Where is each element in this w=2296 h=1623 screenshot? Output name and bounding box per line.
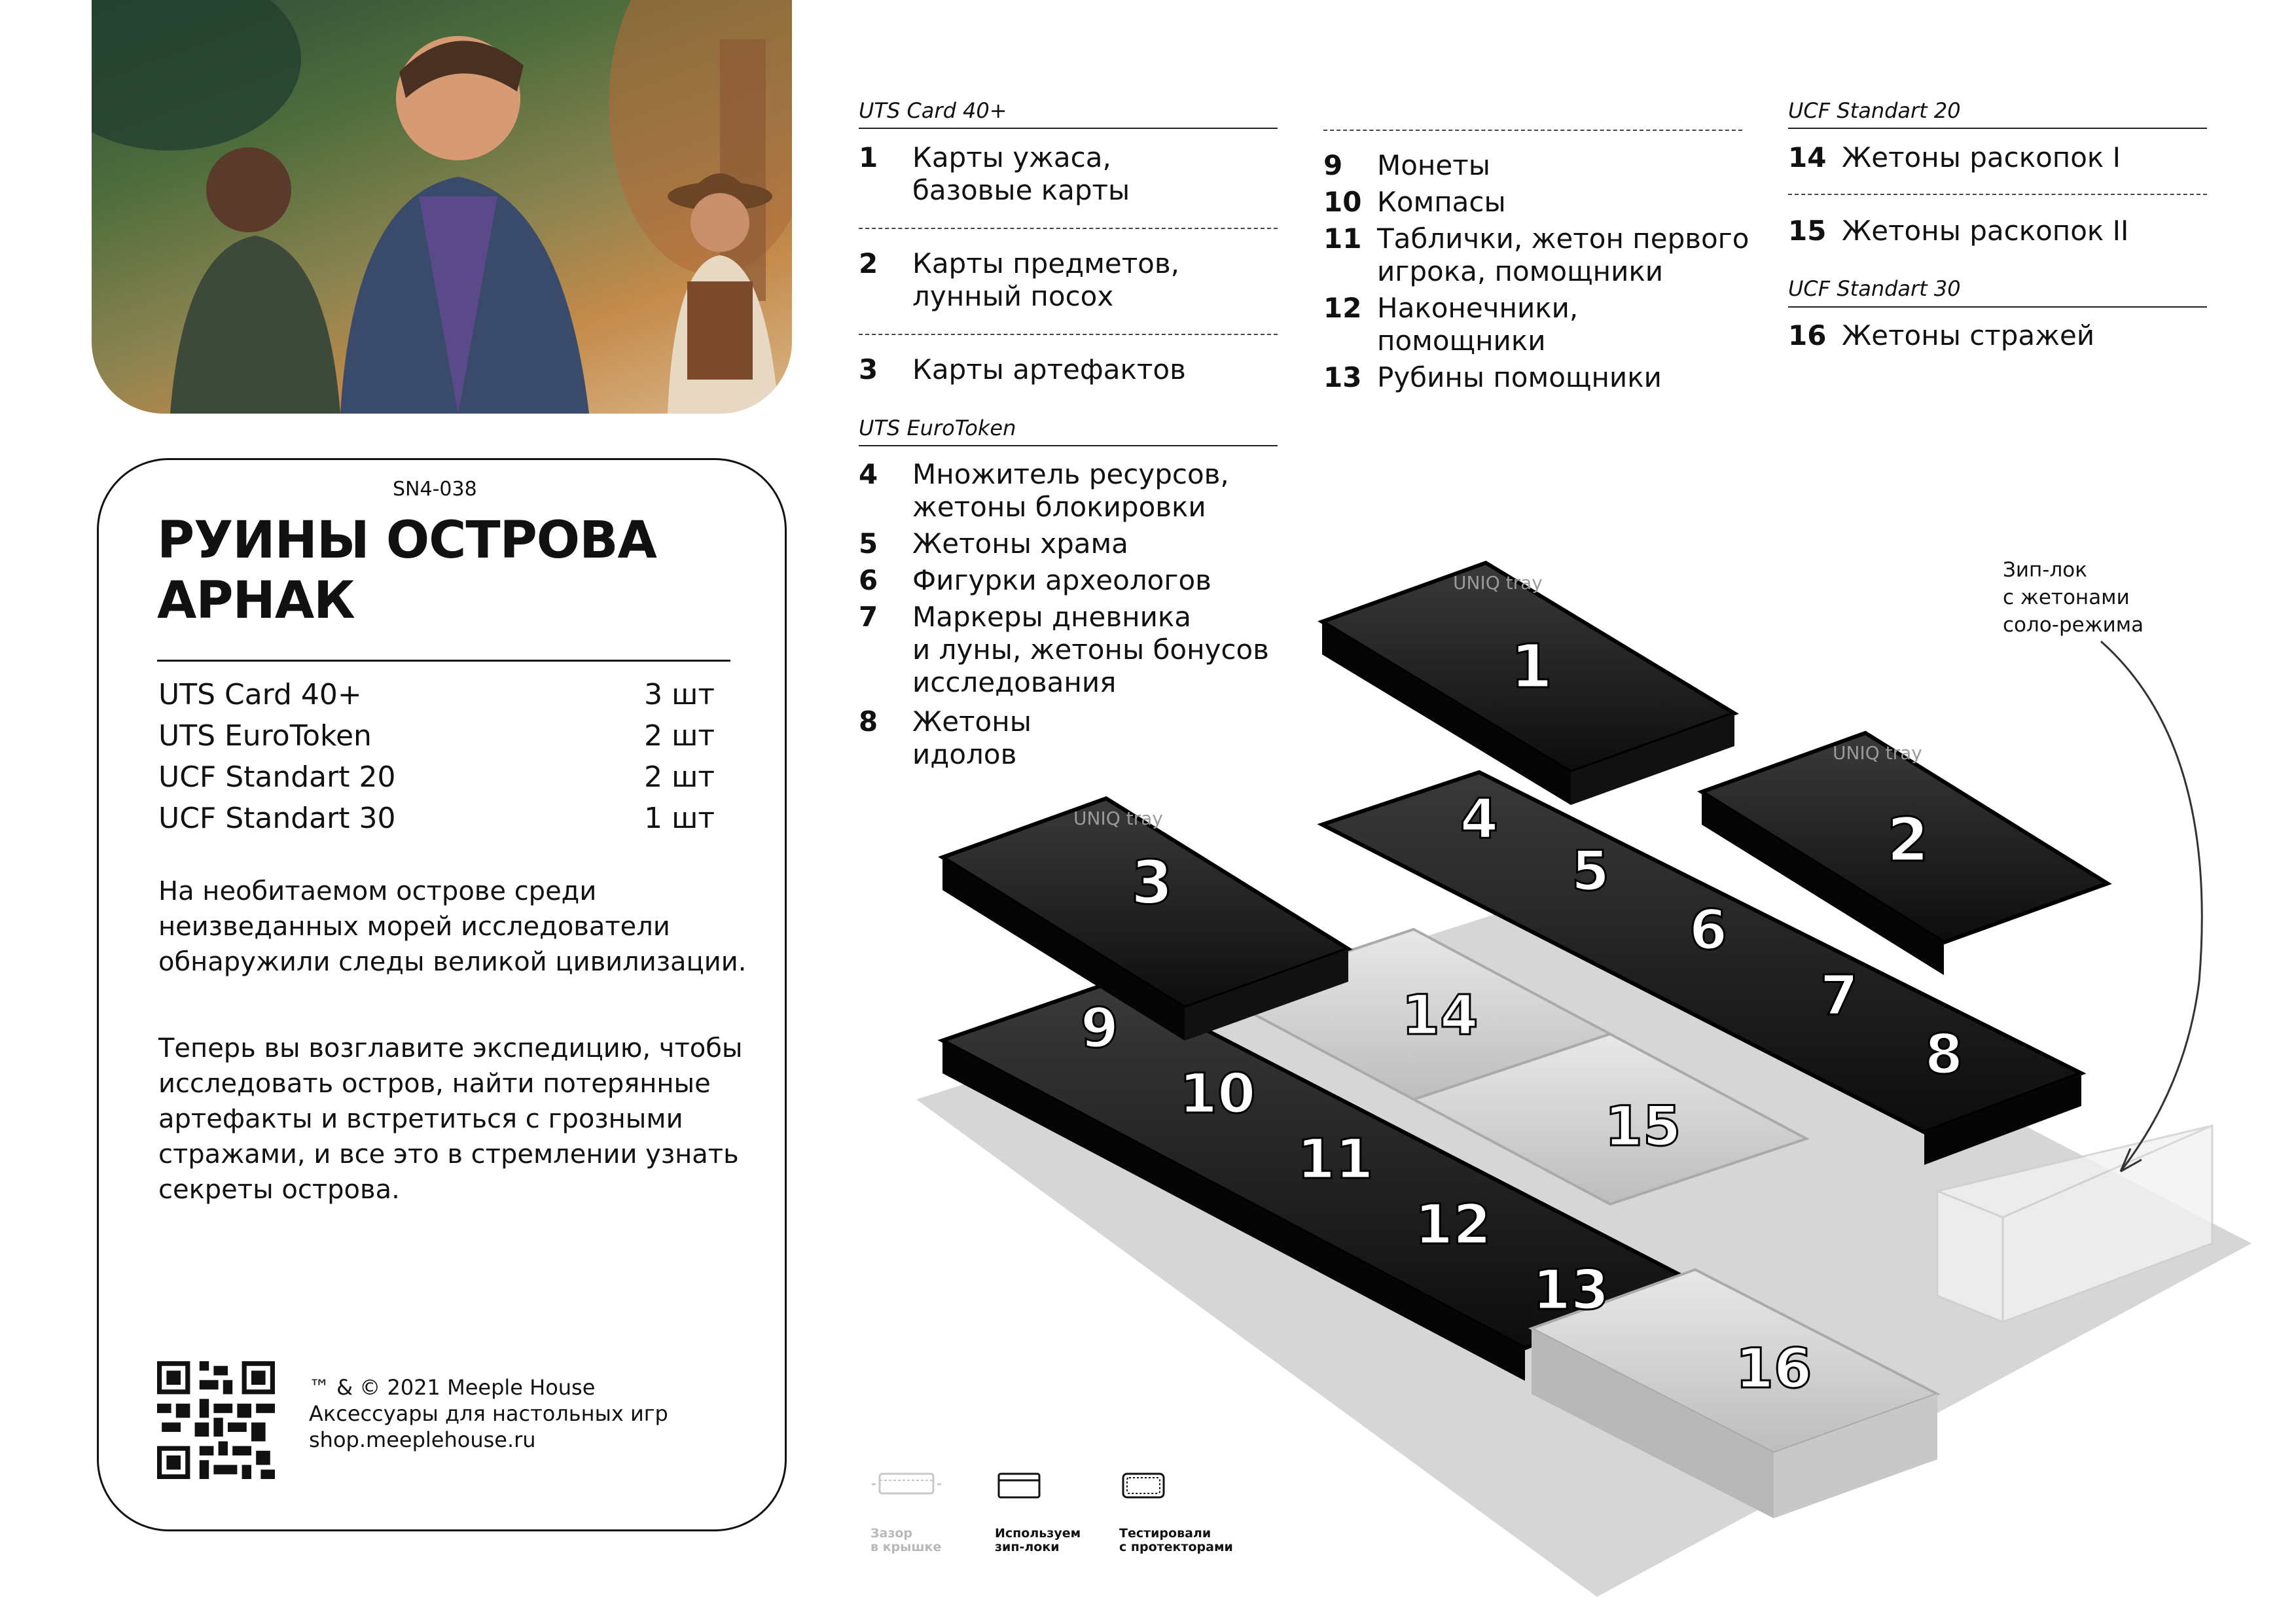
list-item-12 — [1323, 292, 1578, 357]
tray-number-8: 8 — [1924, 1022, 1964, 1086]
section-label-uts-eurotoken: UTS EuroToken — [859, 416, 1016, 440]
contents-name: UCF Standart 20 — [158, 760, 396, 794]
section-label-ucf30: UCF Standart 30 — [1788, 276, 1961, 301]
tray-number-14: 14 — [1401, 983, 1479, 1047]
contents-name: UTS EuroToken — [158, 719, 372, 753]
section-rule — [859, 445, 1278, 446]
list-item-15 — [1788, 215, 2128, 247]
item-number: 8 — [859, 705, 878, 738]
tray-number-5: 5 — [1571, 839, 1610, 903]
product-title: РУИНЫ ОСТРОВА АРНАК — [157, 511, 656, 630]
cover-artwork — [92, 0, 792, 414]
contents-row — [158, 798, 715, 839]
contents-qty: 2 шт — [644, 719, 715, 753]
item-label: Множитель ресурсов, жетоны блокировки — [912, 458, 1229, 523]
item-number: 13 — [1323, 361, 1362, 393]
list-item-13 — [1323, 361, 1662, 394]
legend-label: Зазор в крышке — [870, 1526, 942, 1554]
qr-code-icon[interactable] — [157, 1361, 275, 1479]
item-number: 10 — [1323, 186, 1362, 218]
item-number: 4 — [859, 458, 878, 490]
item-label: Жетоны раскопок I — [1842, 141, 2121, 173]
contents-qty: 1 шт — [644, 802, 715, 835]
item-label: Маркеры дневника и луны, жетоны бонусов исследования — [912, 601, 1269, 698]
item-number: 7 — [859, 601, 878, 633]
tray-number-9: 9 — [1080, 996, 1119, 1060]
contents-name: UTS Card 40+ — [158, 678, 362, 711]
tray-number-12: 12 — [1414, 1192, 1492, 1257]
list-item-3 — [859, 353, 1186, 386]
zip-lock-note: Зип-лок с жетонами соло-режима — [2003, 558, 2144, 637]
tray-layout-illustration — [877, 497, 2284, 1623]
item-number: 5 — [859, 527, 878, 560]
tagline-text: Аксессуары для настольных игр — [309, 1401, 668, 1426]
list-item-11 — [1323, 223, 1749, 288]
item-label: Жетоны раскопок II — [1842, 215, 2129, 247]
contents-name: UCF Standart 30 — [158, 802, 396, 835]
item-label: Компасы — [1377, 186, 1506, 218]
tray-number-1: 1 — [1510, 632, 1553, 702]
item-number: 16 — [1788, 319, 1827, 351]
copyright-text: ™ & © 2021 Meeple House — [309, 1375, 596, 1400]
item-divider — [859, 334, 1278, 335]
legend-label: Используем зип-локи — [995, 1526, 1081, 1554]
tray-number-15: 15 — [1604, 1094, 1681, 1158]
tray-number-11: 11 — [1297, 1127, 1374, 1191]
item-number: 2 — [859, 247, 878, 279]
tray-brand-logo: UNIQ tray — [1833, 742, 1922, 764]
tray-number-13: 13 — [1532, 1258, 1609, 1322]
item-label: Жетоны идолов — [912, 705, 1031, 770]
item-label: Карты артефактов — [912, 353, 1186, 385]
item-number: 9 — [1323, 149, 1343, 181]
description-paragraph: Теперь вы возглавите экспедицию, чтобы исследовать остров, найти потерянные артефакты и встретиться с грозными стражами, и все это в стремлении узнать секреты острова. — [158, 1033, 743, 1205]
legend-item-lid-gap — [870, 1456, 1001, 1554]
lid-gap-icon — [870, 1470, 942, 1501]
list-item-10 — [1323, 186, 1506, 219]
item-label: Таблички, жетон первого игрока, помощники — [1377, 223, 1749, 287]
item-label: Рубины помощники — [1377, 361, 1662, 393]
item-divider — [1788, 194, 2207, 195]
item-number: 14 — [1788, 141, 1827, 173]
legend-item-sleeves — [1119, 1456, 1250, 1554]
list-item-14 — [1788, 141, 2121, 174]
item-number: 11 — [1323, 223, 1362, 255]
tray-number-6: 6 — [1689, 898, 1728, 962]
section-label-ucf20: UCF Standart 20 — [1788, 98, 1961, 123]
tray-number-16: 16 — [1735, 1336, 1812, 1400]
tray-brand-logo: UNIQ tray — [1073, 808, 1163, 829]
contents-qty: 3 шт — [644, 678, 715, 711]
item-label: Монеты — [1377, 149, 1490, 181]
description-paragraph: На необитаемом острове среди неизведанных морей исследователи обнаружили следы великой цивилизации. — [158, 876, 747, 977]
title-divider — [157, 660, 730, 662]
item-label: Жетоны стражей — [1842, 319, 2095, 351]
item-label: Карты ужаса, базовые карты — [912, 141, 1130, 206]
tray-contents-list — [158, 674, 715, 839]
list-item-9 — [1323, 149, 1490, 182]
section-rule — [1323, 130, 1742, 131]
legend-item-zip-lock — [995, 1456, 1126, 1554]
section-rule — [859, 128, 1278, 129]
tray-number-3: 3 — [1130, 847, 1174, 918]
contents-qty: 2 шт — [644, 760, 715, 794]
section-label-uts-card: UTS Card 40+ — [859, 98, 1007, 123]
item-label: Карты предметов, лунный посох — [912, 247, 1179, 312]
item-number: 15 — [1788, 215, 1827, 247]
zip-note-arrow — [2101, 641, 2202, 1171]
shop-link[interactable]: shop.meeplehouse.ru — [309, 1427, 536, 1452]
section-rule — [1788, 306, 2207, 308]
contents-row — [158, 757, 715, 798]
contents-row — [158, 674, 715, 715]
item-number: 1 — [859, 141, 878, 173]
zip-lock-icon — [995, 1470, 1047, 1501]
list-item-16 — [1788, 319, 2094, 352]
explorers-illustration — [92, 0, 792, 414]
tray-brand-logo: UNIQ tray — [1453, 572, 1543, 594]
tray-number-10: 10 — [1179, 1061, 1256, 1126]
list-item-1 — [859, 141, 1130, 207]
item-number: 3 — [859, 353, 878, 385]
item-label: Наконечники, помощники — [1377, 292, 1579, 357]
item-label: Жетоны храма — [912, 527, 1128, 560]
legal-info — [309, 1374, 668, 1453]
tray-number-2: 2 — [1886, 805, 1929, 875]
legend-label: Тестировали с протекторами — [1119, 1526, 1233, 1554]
item-divider — [859, 228, 1278, 229]
item-label: Фигурки археологов — [912, 564, 1211, 596]
list-item-2 — [859, 247, 1179, 313]
item-number: 6 — [859, 564, 878, 596]
item-number: 12 — [1323, 292, 1362, 324]
contents-row — [158, 715, 715, 757]
product-sku: SN4-038 — [393, 478, 477, 501]
tray-number-4: 4 — [1460, 787, 1499, 851]
tray-number-7: 7 — [1820, 963, 1859, 1027]
section-rule — [1788, 128, 2207, 129]
sleeve-icon — [1119, 1470, 1172, 1501]
